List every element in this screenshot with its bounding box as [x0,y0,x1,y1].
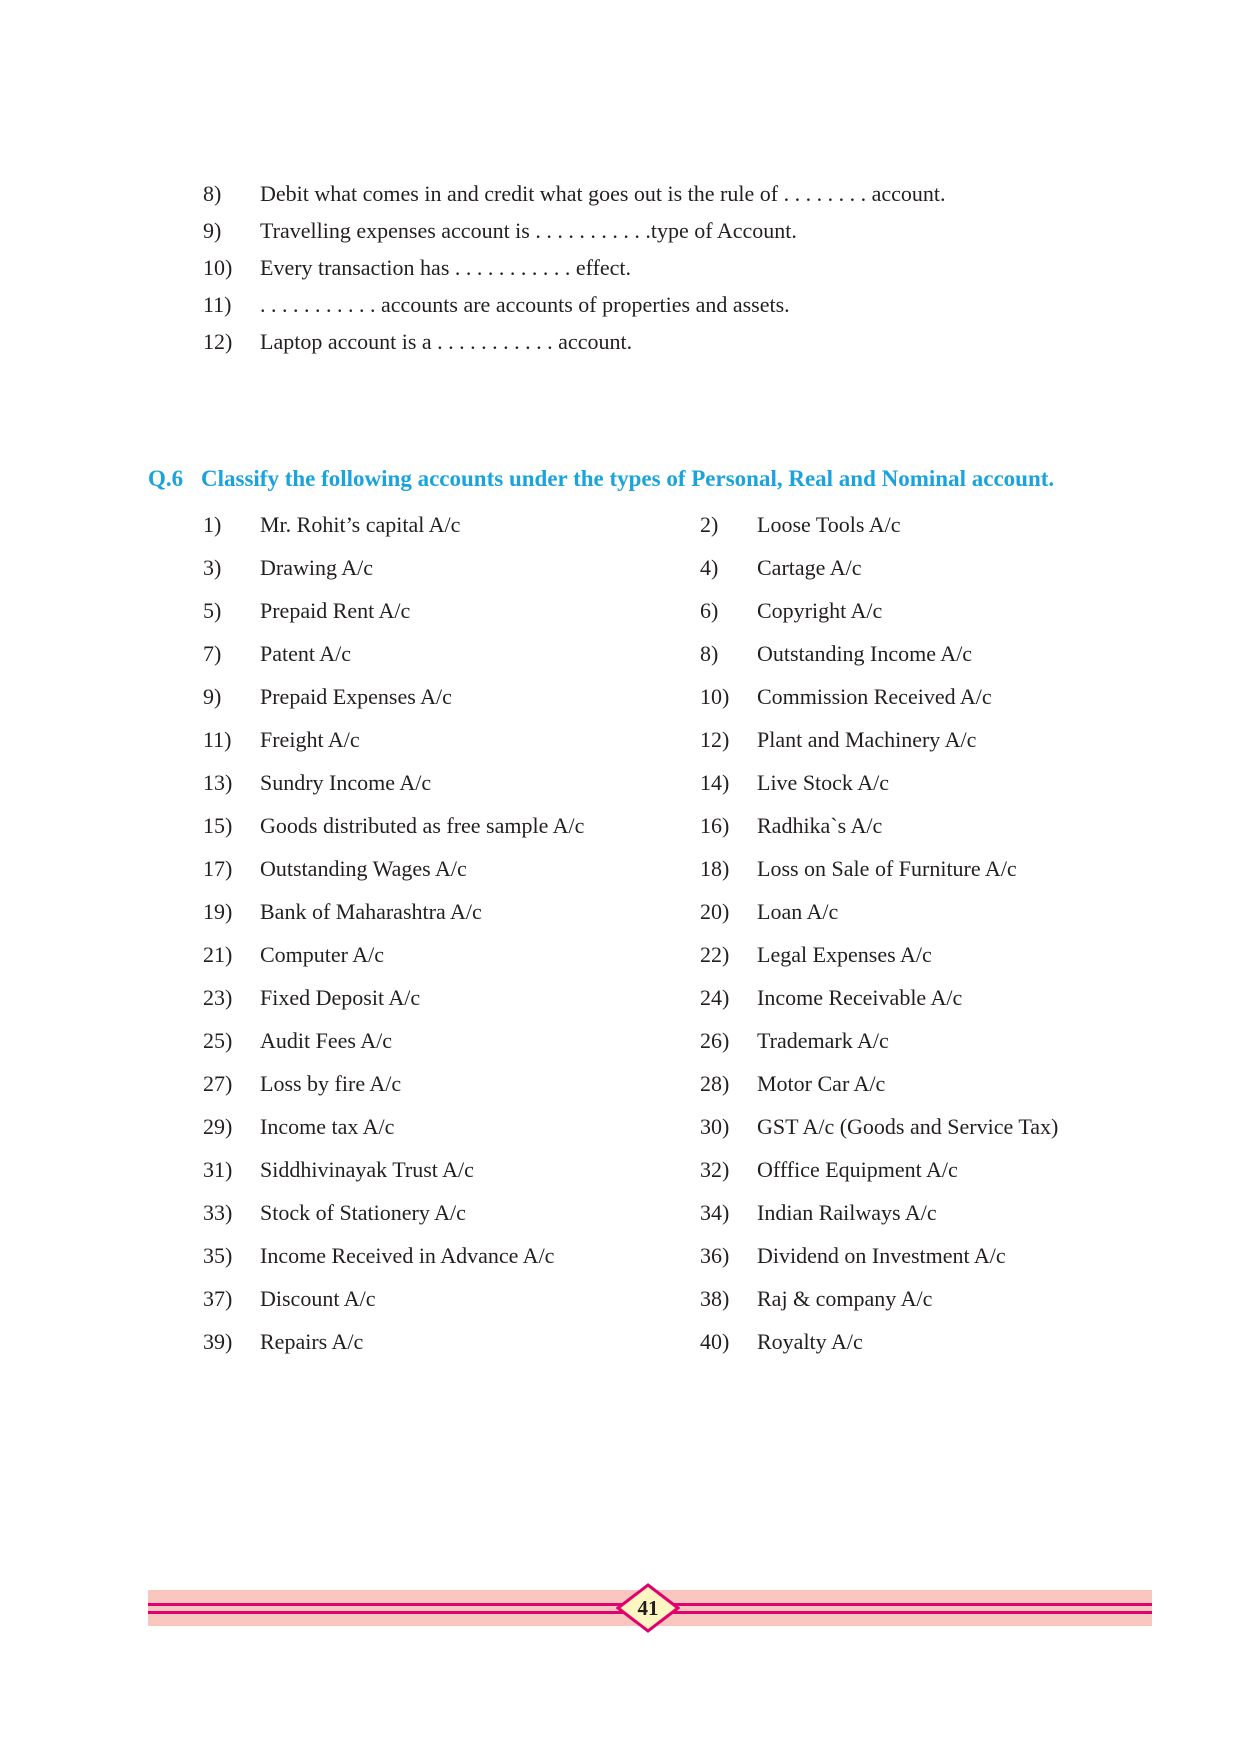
accounts-row [203,589,1163,632]
item-number: 21) [203,941,233,967]
item-text: Outstanding Wages A/c [260,855,467,881]
item-text: Siddhivinayak Trust A/c [260,1156,474,1182]
account-item [203,512,700,538]
item-text: Income tax A/c [260,1113,395,1139]
item-text: Loss on Sale of Furniture A/c [757,855,1017,881]
item-number: 24) [700,984,730,1010]
accounts-row [203,890,1163,933]
item-text: Legal Expenses A/c [757,941,932,967]
account-item [203,1286,700,1312]
item-number: 31) [203,1156,233,1182]
account-item [700,555,861,581]
item-number: 8) [700,640,719,666]
item-number: 3) [203,554,222,580]
accounts-row [203,976,1163,1019]
accounts-row [203,1062,1163,1105]
item-text: Every transaction has . . . . . . . . . . . effect. [260,254,632,280]
item-text: Income Receivable A/c [757,984,963,1010]
accounts-row [203,761,1163,804]
accounts-row [203,933,1163,976]
item-number: 16) [700,812,730,838]
item-text: Travelling expenses account is . . . . . . . . . . .type of Account. [260,217,797,243]
item-number: 37) [203,1285,233,1311]
account-item [203,813,700,839]
accounts-row [203,1277,1163,1320]
item-text: Debit what comes in and credit what goes out is the rule of . . . . . . . . account. [260,180,946,206]
item-number: 8) [203,180,222,206]
item-text: Goods distributed as free sample A/c [260,812,585,838]
accounts-row [203,1234,1163,1277]
fill-blank-item [203,323,1103,360]
account-item [203,770,700,796]
item-text: Commission Received A/c [757,683,992,709]
item-text: Freight A/c [260,726,360,752]
item-text: Loose Tools A/c [757,511,901,537]
account-item [203,985,700,1011]
item-number: 1) [203,511,222,537]
item-text: Computer A/c [260,941,385,967]
account-item [700,1286,932,1312]
accounts-row [203,1148,1163,1191]
account-item [203,598,700,624]
account-item [700,899,838,925]
item-text: Indian Railways A/c [757,1199,937,1225]
item-text: Outstanding Income A/c [757,640,973,666]
item-text: Stock of Stationery A/c [260,1199,466,1225]
accounts-row [203,1019,1163,1062]
item-number: 10) [203,254,233,280]
account-item [700,684,992,710]
fill-blank-item [203,212,1103,249]
item-number: 40) [700,1328,730,1354]
item-number: 13) [203,769,233,795]
item-number: 11) [203,291,232,317]
item-text: Discount A/c [260,1285,376,1311]
item-number: 26) [700,1027,730,1053]
item-number: 22) [700,941,730,967]
item-text: Mr. Rohit’s capital A/c [260,511,461,537]
account-item [203,555,700,581]
item-text: Cartage A/c [757,554,862,580]
item-text: Drawing A/c [260,554,374,580]
q6-number: Q.6 [148,466,184,491]
account-item [203,1329,700,1355]
item-number: 6) [700,597,719,623]
item-text: Income Received in Advance A/c [260,1242,555,1268]
account-item [700,512,901,538]
item-number: 12) [203,328,233,354]
fill-blank-item [203,286,1103,323]
item-text: Royalty A/c [757,1328,863,1354]
item-text: Raj & company A/c [757,1285,933,1311]
account-item [203,1071,700,1097]
item-text: Patent A/c [260,640,352,666]
account-item [203,1200,700,1226]
accounts-row [203,675,1163,718]
item-number: 35) [203,1242,233,1268]
accounts-row [203,1191,1163,1234]
account-item [700,942,932,968]
account-item [203,1028,700,1054]
item-number: 20) [700,898,730,924]
account-item [203,684,700,710]
item-number: 9) [203,217,222,243]
item-text: Copyright A/c [757,597,883,623]
item-number: 30) [700,1113,730,1139]
account-item [700,641,972,667]
accounts-row [203,847,1163,890]
item-number: 32) [700,1156,730,1182]
item-number: 28) [700,1070,730,1096]
item-number: 27) [203,1070,233,1096]
account-item [700,1200,937,1226]
q6-heading [148,466,1148,492]
accounts-row [203,632,1163,675]
page-number: 41 [637,1595,659,1620]
item-number: 5) [203,597,222,623]
item-text: Plant and Machinery A/c [757,726,977,752]
account-item [700,770,889,796]
account-item [700,856,1017,882]
page-footer [148,1590,1152,1626]
item-number: 23) [203,984,233,1010]
item-text: . . . . . . . . . . . accounts are accounts of properties and assets. [260,291,790,317]
item-number: 2) [700,511,719,537]
item-number: 15) [203,812,233,838]
item-text: Dividend on Investment A/c [757,1242,1006,1268]
account-item [700,598,882,624]
accounts-row [203,546,1163,589]
accounts-row [203,718,1163,761]
item-number: 9) [203,683,222,709]
item-text: Audit Fees A/c [260,1027,392,1053]
account-item [700,1157,958,1183]
account-item [700,727,976,753]
account-item [203,1243,700,1269]
account-item [700,985,962,1011]
item-text: Loss by fire A/c [260,1070,402,1096]
accounts-row [203,503,1163,546]
item-text: Prepaid Expenses A/c [260,683,452,709]
fill-blank-item [203,175,1103,212]
account-item [700,1071,885,1097]
item-text: Live Stock A/c [757,769,889,795]
item-number: 12) [700,726,730,752]
item-number: 11) [203,726,232,752]
account-item [203,727,700,753]
account-item [700,813,882,839]
item-number: 34) [700,1199,730,1225]
item-number: 36) [700,1242,730,1268]
item-number: 18) [700,855,730,881]
account-item [700,1329,863,1355]
item-text: GST A/c (Goods and Service Tax) [757,1113,1059,1139]
item-number: 38) [700,1285,730,1311]
item-number: 19) [203,898,233,924]
item-number: 7) [203,640,222,666]
item-text: Loan A/c [757,898,839,924]
item-text: Offfice Equipment A/c [757,1156,958,1182]
item-number: 4) [700,554,719,580]
accounts-row [203,804,1163,847]
account-item [700,1028,889,1054]
account-item [203,1157,700,1183]
account-item [203,942,700,968]
account-item [203,856,700,882]
accounts-row [203,1105,1163,1148]
item-text: Trademark A/c [757,1027,889,1053]
account-item [203,1114,700,1140]
accounts-list [203,503,1163,1363]
item-text: Sundry Income A/c [260,769,432,795]
q6-title-text: Classify the following accounts under the types of Personal, Real and Nominal account. [201,466,1055,491]
fill-blank-item [203,249,1103,286]
item-text: Prepaid Rent A/c [260,597,411,623]
fill-in-blanks-list [203,175,1103,360]
item-text: Motor Car A/c [757,1070,886,1096]
item-number: 25) [203,1027,233,1053]
item-text: Bank of Maharashtra A/c [260,898,482,924]
item-number: 10) [700,683,730,709]
account-item [700,1114,1058,1140]
account-item [203,899,700,925]
item-number: 39) [203,1328,233,1354]
item-text: Fixed Deposit A/c [260,984,421,1010]
item-number: 17) [203,855,233,881]
item-text: Repairs A/c [260,1328,364,1354]
item-number: 33) [203,1199,233,1225]
item-text: Radhika`s A/c [757,812,883,838]
account-item [203,641,700,667]
item-number: 29) [203,1113,233,1139]
account-item [700,1243,1006,1269]
item-text: Laptop account is a . . . . . . . . . . . account. [260,328,633,354]
item-number: 14) [700,769,730,795]
accounts-row [203,1320,1163,1363]
